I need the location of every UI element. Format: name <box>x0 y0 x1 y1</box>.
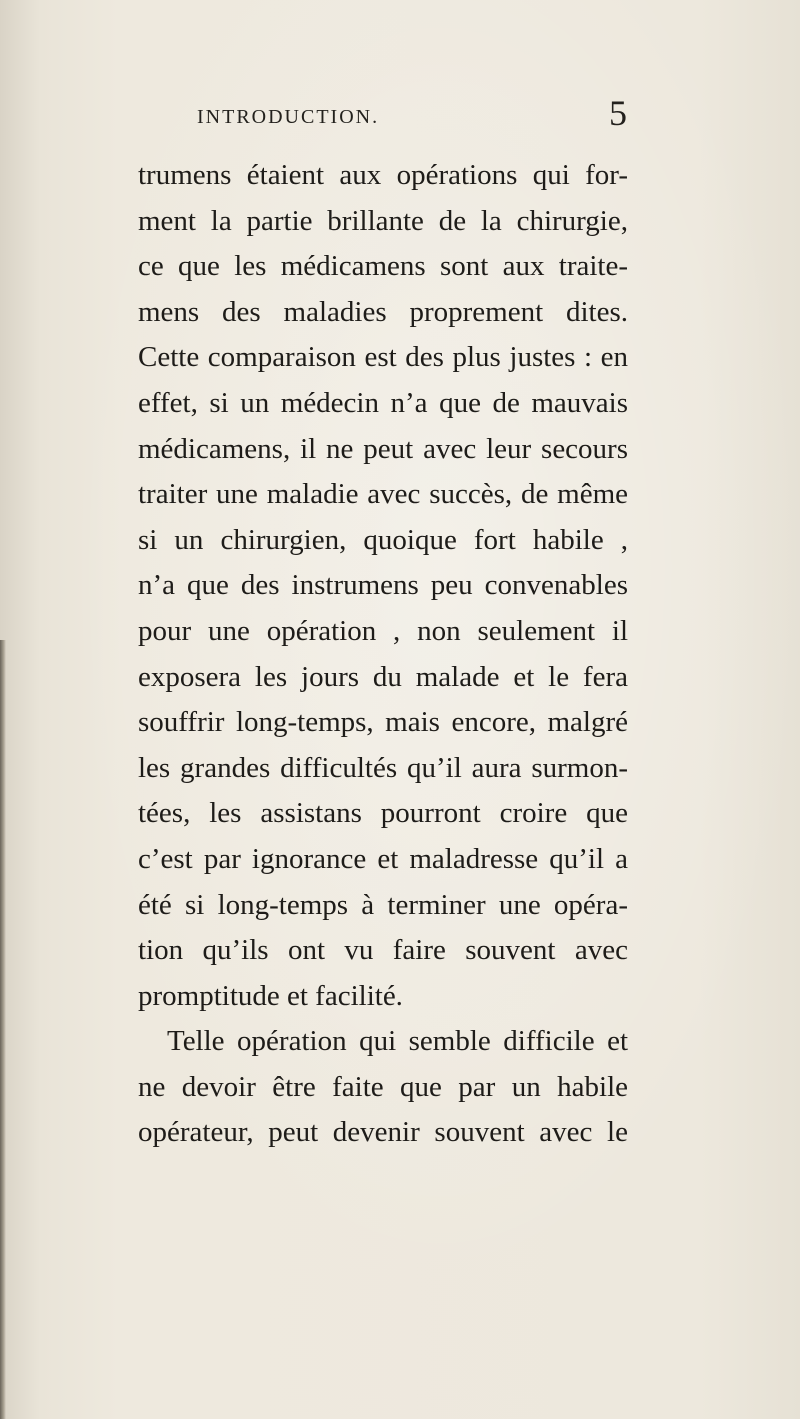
text-line: si un chirurgien, quoique fort habile , <box>138 523 628 556</box>
text-line: opérateur, peut devenir souvent avec le <box>138 1116 628 1149</box>
text-line: ment la partie brillante de la chirurgie, <box>138 204 628 237</box>
text-line: mens des maladies proprement dites. <box>138 295 628 328</box>
text-line: ce que les médicamens sont aux traite- <box>138 250 628 283</box>
text-line: exposera les jours du malade et le fera <box>138 660 628 693</box>
text-line: tées, les assistans pourront croire que <box>138 797 628 830</box>
paragraph-end-line: promptitude et facilité. <box>138 979 403 1012</box>
body-text <box>138 153 628 1156</box>
text-line: c’est par ignorance et maladresse qu’il a <box>138 842 628 875</box>
text-line: tion qu’ils ont vu faire souvent avec <box>138 934 628 967</box>
text-line: les grandes difficultés qu’il aura surmon- <box>138 751 628 784</box>
page-header <box>197 92 627 144</box>
text-line: n’a que des instrumens peu convenables <box>138 569 628 602</box>
text-line: été si long-temps à terminer une opéra- <box>138 888 628 921</box>
text-line: médicamens, il ne peut avec leur secours <box>138 432 628 465</box>
text-line: Cette comparaison est des plus justes : en <box>138 341 628 374</box>
text-line: ne devoir être faite que par un habile <box>138 1070 628 1103</box>
text-line: pour une opération , non seulement il <box>138 614 628 647</box>
binding-edge <box>0 640 6 1419</box>
text-line: trumens étaient aux opérations qui for- <box>138 159 628 191</box>
running-head: INTRODUCTION. <box>197 106 380 128</box>
text-line: effet, si un médecin n’a que de mauvais <box>138 386 628 419</box>
text-line: souffrir long-temps, mais encore, malgré <box>138 706 628 739</box>
paragraph-start-line: Telle opération qui semble difficile et <box>167 1025 628 1058</box>
text-line: traiter une maladie avec succès, de même <box>138 478 628 511</box>
page-number: 5 <box>609 93 627 133</box>
